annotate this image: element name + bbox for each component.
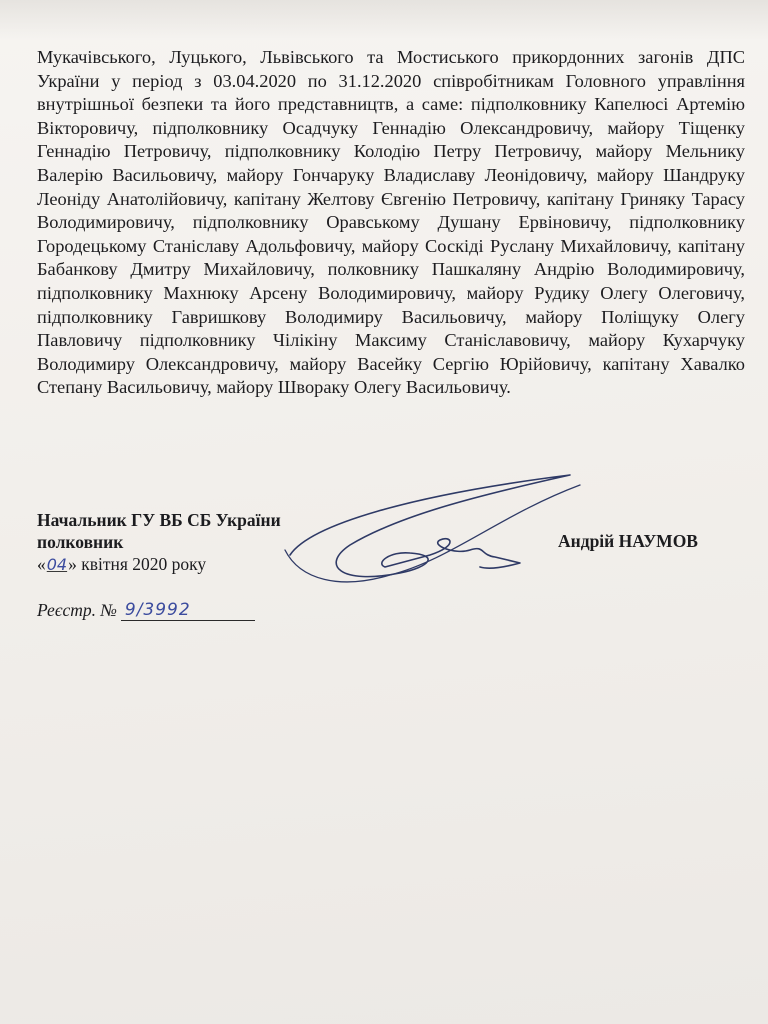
registry-number-field — [121, 600, 255, 621]
date-close-quote: » — [68, 554, 77, 574]
registry-line — [37, 600, 255, 621]
signatory-title: Начальник ГУ ВБ СБ України — [37, 510, 281, 530]
signer-name: Андрій НАУМОВ — [558, 531, 698, 551]
document-body-text: Мукачівського, Луцького, Львівського та Мостиського прикордонних загонів ДПС України у період з 03.04.2020 по 31.12.2020 співробітникам Головного управління внутрішньої безпеки та його представництв, а саме: підполковнику Капелюсі Артемію Вікторовичу, підполковнику Осадчуку Геннадію Олександровичу, майору Тіщенку Геннадію Петровичу, підполковнику Колодію Петру Петровичу, майору Мельнику Валерію Васильовичу, майору Гончаруку Владиславу Леонідовичу, майору Шандруку Леоніду Анатолійовичу, капітану Желтову Євгенію Петровичу, капітану Гриняку Тарасу Володимировичу, підполковнику Оравському Душану Ервіновичу, підполковнику Городецькому Станіславу Адольфовичу, майору Соскіді Руслану Михайловичу, капітану Бабанкову Дмитру Михайловичу, полковнику Пашкаляну Андрію Володимировичу, підполковнику Махнюку Арсену Володимировичу, майору Рудику Олегу Олеговичу, підполковнику Гавришкову Володимиру Васильовичу, майору Поліщуку Олегу Павловичу підполковнику Чілікіну Максиму Станіславовичу, майору Кухарчуку Володимиру Олександровичу, майору Васейку Сергію Юрійовичу, капітану Хавалко Степану Васильовичу, майору Швораку Олегу Васильовичу. — [37, 47, 745, 398]
handwritten-signature — [280, 455, 600, 595]
registry-label: Реєстр. № — [37, 600, 117, 620]
date-open-quote: « — [37, 554, 46, 574]
signature-stroke-main — [290, 475, 570, 577]
signature-stroke-flourish — [285, 485, 580, 582]
registry-number-handwritten: 9/3992 — [124, 600, 191, 620]
date-rest: квітня 2020 року — [76, 554, 207, 574]
signature-date — [37, 553, 281, 576]
signature-block — [37, 509, 281, 576]
signatory-rank: полковник — [37, 532, 124, 552]
date-day-handwritten: 04 — [46, 555, 68, 574]
